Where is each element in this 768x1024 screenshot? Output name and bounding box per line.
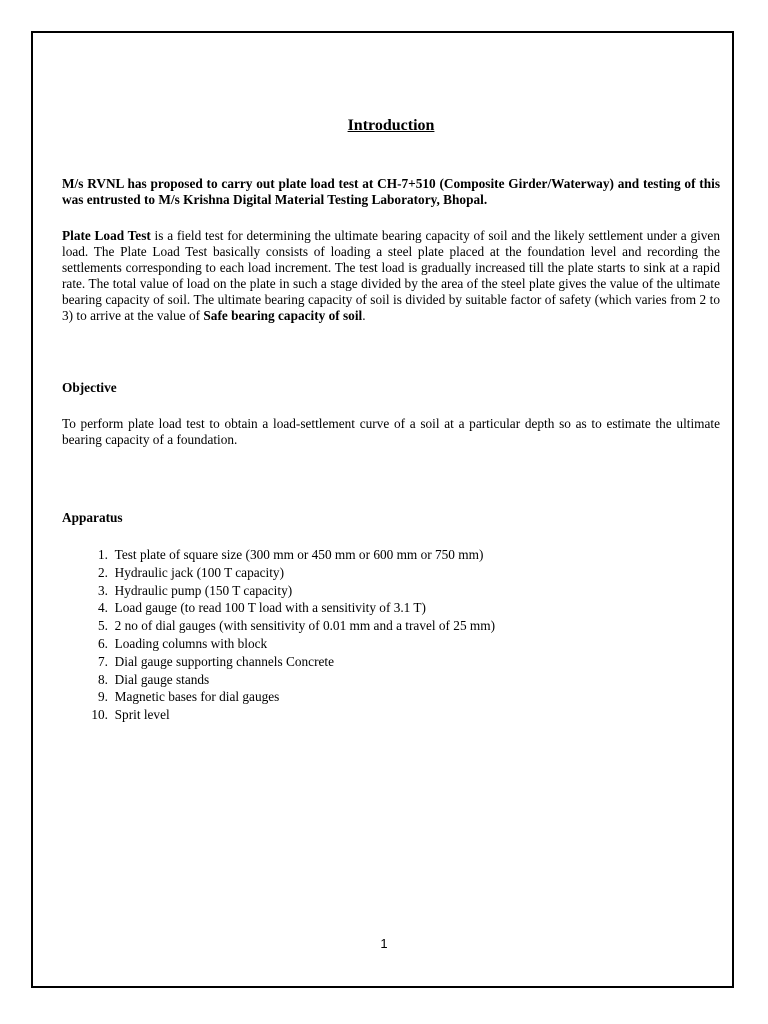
list-item-number: 4. <box>98 600 108 616</box>
list-item-number: 9. <box>98 689 108 705</box>
list-item-text: 2 no of dial gauges (with sensitivity of 0.01 mm and a travel of 25 mm) <box>114 618 496 634</box>
list-item-number: 1. <box>98 547 108 562</box>
list-item <box>62 671 720 689</box>
list-item-text: Hydraulic pump (150 T capacity) <box>114 582 293 598</box>
plate-load-end: . <box>362 308 366 323</box>
list-item-number: 7. <box>98 653 108 669</box>
list-item-text: Hydraulic jack (100 T capacity) <box>114 564 285 580</box>
list-item-text: Loading columns with block <box>114 635 268 651</box>
list-item-text: Sprit level <box>114 707 170 723</box>
list-item <box>62 599 720 617</box>
document-content <box>62 116 720 724</box>
list-item <box>62 564 720 582</box>
document-title: Introduction <box>347 117 435 134</box>
plate-load-term: Plate Load Test <box>62 228 151 243</box>
list-item <box>62 635 720 653</box>
list-item-number: 6. <box>98 635 108 651</box>
page-number: 1 <box>380 936 388 951</box>
objective-heading: Objective <box>62 380 117 395</box>
intro-paragraph: M/s RVNL has proposed to carry out plate load test at CH-7+510 (Composite Girder/Waterway) and testing of this was entrusted to M/s Krishna Digital Material Testing Laboratory, Bhopal. <box>62 176 720 207</box>
apparatus-heading: Apparatus <box>62 510 123 525</box>
objective-text: To perform plate load test to obtain a load-settlement curve of a soil at a particular depth so as to estimate the ultimate bearing capacity of a foundation. <box>62 416 720 447</box>
list-item <box>62 688 720 706</box>
safe-bearing-term: Safe bearing capacity of soil <box>203 308 363 323</box>
list-item-number: 8. <box>98 671 108 687</box>
list-item <box>62 617 720 635</box>
list-item <box>62 546 720 564</box>
list-item-text: Load gauge (to read 100 T load with a sensitivity of 3.1 T) <box>114 600 426 616</box>
list-item-number: 3. <box>98 582 108 598</box>
list-item-text: Dial gauge stands <box>114 671 210 687</box>
list-item <box>62 582 720 600</box>
plate-load-paragraph <box>62 228 720 324</box>
plate-load-body: is a field test for determining the ultimate bearing capacity of soil and the likely settlement under a given load. The Plate Load Test basically consists of loading a steel plate placed at the foundation level and recording the settlements corresponding to each load increment. The test load is gradually increased till the plate starts to sink at a rapid rate. The total value of load on the plate in such a stage divided by the area of the steel plate gives the value of the ultimate bearing capacity of soil. The ultimate bearing capacity of soil is divided by suitable factor of safety (which varies from 2 to 3) to arrive at the value of <box>62 228 720 323</box>
list-item-text: Magnetic bases for dial gauges <box>114 689 280 705</box>
list-item <box>62 706 720 724</box>
list-item-number: 2. <box>98 564 108 580</box>
list-item-number: 5. <box>98 618 108 634</box>
list-item-text: Test plate of square size (300 mm or 450 mm or 600 mm or 750 mm) <box>114 547 484 562</box>
list-item <box>62 653 720 671</box>
list-item-number: 10. <box>91 707 108 723</box>
apparatus-list <box>62 546 720 724</box>
list-item-text: Dial gauge supporting channels Concrete <box>114 653 334 669</box>
